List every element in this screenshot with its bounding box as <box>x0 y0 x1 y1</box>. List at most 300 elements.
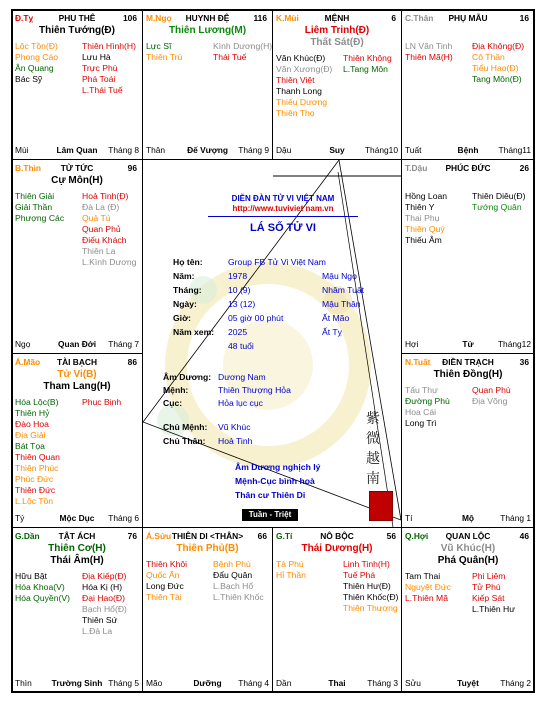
tuan-triet-badge: Tuần - Triệt <box>242 509 298 521</box>
palace-header <box>405 13 531 25</box>
right-stars <box>343 53 392 75</box>
main-star: Thiên Lương(M) <box>168 25 247 36</box>
palace-stem-branch: G.Tí <box>276 531 293 541</box>
palace-stem-branch: Á.Sửu <box>146 531 172 541</box>
star: Tuế Phá <box>343 570 376 580</box>
star: Kiếp Sát <box>472 593 505 603</box>
main-star: Vũ Khúc(H) <box>440 543 496 554</box>
star: Điếu Khách <box>82 235 127 245</box>
star: Thiên Việt <box>276 75 315 85</box>
left-stars <box>405 385 450 429</box>
main-star: Thái Dương(H) <box>301 543 373 554</box>
star: Hóa Quyền(V) <box>15 593 70 603</box>
info-row <box>163 385 291 395</box>
info-key: Chủ Thân: <box>163 436 206 446</box>
palace-footer <box>146 678 269 689</box>
palace-month: Tháng11 <box>498 145 531 155</box>
palace-branch-label: Dậu <box>276 145 292 155</box>
palace-header <box>15 13 139 25</box>
palace-age-number: 86 <box>127 357 137 367</box>
star: Thiên Quý <box>405 224 445 234</box>
palace-mui <box>272 9 402 160</box>
left-stars <box>15 571 70 604</box>
star: Trực Phù <box>82 63 118 73</box>
star: Thiên Hư(Đ) <box>343 581 391 591</box>
notes-block <box>235 460 385 502</box>
palace-footer <box>146 145 269 156</box>
main-star: Liêm Trinh(Đ) <box>304 25 370 36</box>
info-key: Mệnh: <box>163 385 189 395</box>
palace-header <box>276 13 398 25</box>
palace-age-number: 76 <box>127 531 137 541</box>
palace-life-stage: Tử <box>462 339 474 349</box>
left-stars <box>15 41 58 85</box>
palace-age-number: 56 <box>386 531 396 541</box>
palace-stem-branch: Q.Hợi <box>405 531 429 541</box>
palace-month: Tháng 4 <box>238 678 269 688</box>
star: Địa Võng <box>472 396 508 406</box>
palace-life-stage: Suy <box>329 145 345 155</box>
main-stars <box>12 369 142 393</box>
palace-footer <box>276 145 398 156</box>
right-stars <box>472 571 515 615</box>
info-value: Dương Nam <box>218 372 266 382</box>
palace-branch-label: Tuất <box>405 145 422 155</box>
star: Quả Tú <box>82 213 111 223</box>
info-row <box>173 271 357 281</box>
palace-life-stage: Trường Sinh <box>51 678 103 688</box>
info-value: Group FB Tử Vi Việt Nam <box>228 257 326 267</box>
star: Tử Phù <box>472 582 501 592</box>
info-value: 05 giờ 00 phút <box>228 313 284 323</box>
info-value: Hoả Tinh <box>218 436 253 446</box>
left-stars <box>15 191 64 224</box>
palace-branch-label: Thìn <box>15 678 32 688</box>
star: Tam Thai <box>405 571 441 581</box>
main-stars <box>402 369 534 381</box>
palace-dan <box>11 527 143 693</box>
palace-life-stage: Bệnh <box>457 145 479 155</box>
star: Hóa Khoa(V) <box>15 582 65 592</box>
star: Thiên Diêu(Đ) <box>472 191 526 201</box>
right-stars <box>82 41 136 96</box>
star: Hỉ Thần <box>276 570 306 580</box>
palace-footer <box>405 678 531 689</box>
palace-age-number: 116 <box>253 13 267 23</box>
palace-month: Tháng 2 <box>500 678 531 688</box>
main-star: Thất Sát(Đ) <box>310 37 364 48</box>
info-value: 1978 <box>228 271 248 281</box>
star: Thiên Khôi <box>146 559 188 569</box>
palace-age-number: 96 <box>127 163 137 173</box>
info-value: Vũ Khúc <box>218 422 251 432</box>
palace-footer <box>276 678 398 689</box>
left-stars <box>405 41 453 63</box>
palace-life-stage: Dưỡng <box>193 678 222 688</box>
info-value-lunar: Mậu Ngọ <box>322 271 357 281</box>
main-stars <box>273 543 401 555</box>
star: Hồng Loan <box>405 191 448 201</box>
red-seal <box>369 491 393 521</box>
palace-thin <box>11 159 143 354</box>
palace-name: PHÚC ĐỨC <box>445 163 491 173</box>
main-stars <box>273 25 401 49</box>
star: Lộc Tồn(Đ) <box>15 41 58 51</box>
main-stars <box>12 175 142 187</box>
star: Thiên La <box>82 246 116 256</box>
palace-age-number: 16 <box>519 13 529 23</box>
star: Bạch Hổ(Đ) <box>82 604 127 614</box>
star: Thái Tuế <box>213 52 247 62</box>
right-stars <box>213 41 272 63</box>
left-stars <box>276 559 306 581</box>
star: Bác Sỹ <box>15 74 43 84</box>
palace-life-stage: Tuyệt <box>457 678 479 688</box>
seal-character: 微 <box>366 431 380 447</box>
palace-footer <box>405 145 531 156</box>
palace-age-number: 26 <box>519 163 529 173</box>
star: Văn Khúc(Đ) <box>276 53 326 63</box>
info-row <box>173 327 342 337</box>
info-value: 13 (12) <box>228 299 256 309</box>
main-star: Thiên Đồng(H) <box>433 369 503 380</box>
info-value: 48 tuổi <box>228 341 254 351</box>
palace-ti <box>272 527 402 693</box>
star: Long Đức <box>146 581 184 591</box>
info-row <box>163 398 263 408</box>
main-stars <box>402 543 534 567</box>
star: Đào Hoa <box>15 419 49 429</box>
info-value: Thiên Thượng Hỏa <box>218 385 291 395</box>
star: Tấu Thư <box>405 385 438 395</box>
star: Thiên Quan <box>15 452 60 462</box>
star: Long Trì <box>405 418 437 428</box>
star: L.Đà La <box>82 626 113 636</box>
star: Thiên Không <box>343 53 392 63</box>
palace-life-stage: Thai <box>328 678 346 688</box>
star: Cô Thần <box>472 52 505 62</box>
star: Phục Binh <box>82 397 122 407</box>
palace-name: TỬ TỨC <box>60 163 94 173</box>
info-block-2 <box>143 372 401 412</box>
star: Thanh Long <box>276 86 322 96</box>
star: Thiên Y <box>405 202 435 212</box>
star: Phượng Các <box>15 213 65 223</box>
seal-character: 越 <box>366 451 380 467</box>
palace-branch-label: Hợi <box>405 339 419 349</box>
palace-age-number: 36 <box>519 357 529 367</box>
star: Tang Môn(Đ) <box>472 74 522 84</box>
palace-life-stage: Quan Đới <box>57 339 97 349</box>
palace-branch-label: Thân <box>146 145 166 155</box>
info-value-lunar: Mậu Thân <box>322 299 361 309</box>
chart-note: Âm Dương nghịch lý <box>235 462 321 472</box>
palace-name: QUAN LỘC <box>445 531 491 541</box>
palace-month: Tháng12 <box>497 339 531 349</box>
star: L.Thái Tuế <box>82 85 123 95</box>
star: Giải Thần <box>15 202 53 212</box>
palace-life-stage: Đế Vượng <box>187 145 228 155</box>
left-stars <box>15 397 60 507</box>
right-stars <box>213 559 264 603</box>
info-key: Năm xem: <box>173 327 215 337</box>
right-stars <box>472 41 524 85</box>
star: Phúc Đức <box>15 474 54 484</box>
star: L.Lộc Tồn <box>15 496 54 506</box>
palace-header <box>146 13 269 25</box>
main-star: Phá Quân(H) <box>437 555 499 566</box>
left-stars <box>146 559 187 603</box>
palace-footer <box>405 513 531 524</box>
star: Tiểu Hao(Đ) <box>472 63 519 73</box>
palace-header <box>405 531 531 543</box>
left-stars <box>146 41 182 63</box>
palace-month: Tháng10 <box>364 145 398 155</box>
palace-header <box>276 531 398 543</box>
info-value-lunar: Nhâm Tuất <box>322 285 365 295</box>
star: Đẩu Quân <box>213 570 253 580</box>
info-key: Giờ: <box>173 313 192 323</box>
star: Bát Tọa <box>15 441 45 451</box>
info-value: 2025 <box>228 327 248 337</box>
star: Lực Sĩ <box>146 41 172 51</box>
star: Thiên Hình(H) <box>82 41 136 51</box>
palace-footer <box>15 678 139 689</box>
star: Hữu Bật <box>15 571 48 581</box>
palace-mao <box>11 353 143 528</box>
palace-month: Tháng 7 <box>108 339 139 349</box>
info-block <box>143 257 401 357</box>
palace-name: NÔ BỘC <box>320 531 354 541</box>
palace-life-stage: Mộc Dục <box>59 513 95 523</box>
palace-header <box>405 357 531 369</box>
palace-stem-branch: T.Dậu <box>405 163 428 173</box>
info-value: 10 (9) <box>228 285 251 295</box>
main-star: Thiên Tướng(Đ) <box>38 25 115 36</box>
palace-branch-label: Mùi <box>15 145 29 155</box>
star: Bệnh Phù <box>213 559 251 569</box>
palace-age-number: 66 <box>257 531 267 541</box>
palace-stem-branch: N.Tuất <box>405 357 431 367</box>
right-stars <box>82 571 127 637</box>
star: Địa Kiếp(Đ) <box>82 571 127 581</box>
left-stars <box>405 191 447 246</box>
star: Địa Giải <box>15 430 46 440</box>
star: Thai Phụ <box>405 213 440 223</box>
star: L.Tang Môn <box>343 64 388 74</box>
star: Hóa Kị (H) <box>82 582 123 592</box>
chart-note: Thân cư Thiên Di <box>235 490 306 500</box>
url-underline <box>208 216 358 217</box>
info-key: Tháng: <box>173 285 202 295</box>
star: Hoa Cái <box>405 407 437 417</box>
palace-footer <box>15 145 139 156</box>
palace-branch-label: Dần <box>276 678 292 688</box>
info-key: Ngày: <box>173 299 197 309</box>
star: Thiên Hỷ <box>15 408 50 418</box>
star: Phi Liêm <box>472 571 506 581</box>
palace-hoi <box>401 527 535 693</box>
palace-branch-label: Tí <box>405 513 413 523</box>
palace-footer <box>405 339 531 350</box>
star: Thiên Đức <box>15 485 56 495</box>
left-stars <box>405 571 451 604</box>
palace-header <box>146 531 269 543</box>
main-stars <box>143 543 272 555</box>
info-value-lunar: Ất Tỵ <box>322 327 342 337</box>
palace-header <box>15 357 139 369</box>
main-star: Tử Vi(B) <box>57 369 97 380</box>
palace-name: TÀI BẠCH <box>56 357 97 367</box>
star: Quan Phủ <box>82 224 121 234</box>
main-stars <box>12 543 142 567</box>
info-key: Âm Dương: <box>163 372 212 382</box>
info-key: Chủ Mệnh: <box>163 422 208 432</box>
palace-branch-label: Sửu <box>405 678 421 688</box>
info-row <box>163 372 266 382</box>
palace-branch-label: Ngọ <box>15 339 31 349</box>
palace-dau <box>401 159 535 354</box>
palace-name: THIÊN DI <THÂN> <box>171 531 244 541</box>
star: Thiên Giải <box>15 191 55 201</box>
right-stars <box>343 559 398 614</box>
palace-name: MỆNH <box>324 13 350 23</box>
center-panel <box>142 159 402 528</box>
main-star: Thiên Cơ(H) <box>48 543 106 554</box>
star: Địa Không(Đ) <box>472 41 525 51</box>
chart-note: Mệnh-Cục bình hoà <box>235 476 315 486</box>
info-value: Hỏa lục cục <box>218 398 263 408</box>
palace-month: Tháng 3 <box>367 678 398 688</box>
main-stars <box>12 25 142 37</box>
main-star: Cự Môn(H) <box>51 175 103 186</box>
star: Thiên Trù <box>146 52 183 62</box>
star: Thiên Khốc(Đ) <box>343 592 399 602</box>
forum-url[interactable]: http://www.tuviviet nam.vn <box>232 204 334 213</box>
star: LN Văn Tinh <box>405 41 453 51</box>
palace-name: HUYNH ĐỆ <box>185 13 230 23</box>
star: L.Thiên Khốc <box>213 592 264 602</box>
palace-stem-branch: K.Mùi <box>276 13 299 23</box>
main-star: Tham Lang(H) <box>43 381 111 392</box>
palace-than <box>401 9 535 160</box>
seal-character: 南 <box>366 471 380 487</box>
info-row <box>173 341 254 351</box>
palace-ngo <box>142 9 273 160</box>
main-star: Thái Âm(H) <box>50 555 104 566</box>
palace-age-number: 106 <box>123 13 137 23</box>
star: Thiên Tài <box>146 592 182 602</box>
palace-branch-label: Mão <box>146 678 163 688</box>
star: Thiên Mã(H) <box>405 52 453 62</box>
left-stars <box>276 53 332 119</box>
palace-tuat <box>401 353 535 528</box>
right-stars <box>472 385 511 407</box>
palace-month: Tháng 1 <box>500 513 531 523</box>
star: L.Thiên Hư <box>472 604 516 614</box>
star: Thiên Phúc <box>15 463 59 473</box>
star: Tả Phù <box>276 559 304 569</box>
right-stars <box>82 191 136 268</box>
palace-age-number: 46 <box>519 531 529 541</box>
palace-name: ĐIỀN TRẠCH <box>442 357 494 367</box>
star: Hóa Lộc(B) <box>15 397 59 407</box>
star: Thiên Sứ <box>82 615 118 625</box>
palace-month: Tháng 9 <box>238 145 269 155</box>
star: Quan Phù <box>472 385 511 395</box>
info-row <box>173 285 365 295</box>
info-key: Họ tên: <box>173 257 203 267</box>
info-row <box>163 436 252 446</box>
star: L.Thiên Mã <box>405 593 448 603</box>
seal-character: 紫 <box>366 411 380 427</box>
palace-month: Tháng 8 <box>108 145 139 155</box>
star: Hoả Tinh(Đ) <box>82 191 129 201</box>
star: Ân Quang <box>15 63 54 73</box>
star: Đại Hao(Đ) <box>82 593 125 603</box>
info-row <box>173 313 350 323</box>
palace-stem-branch: Á.Mão <box>15 357 41 367</box>
palace-name: TẬT ÁCH <box>58 531 96 541</box>
palace-stem-branch: Đ.Tỵ <box>15 13 34 23</box>
palace-life-stage: Mộ <box>461 513 475 523</box>
info-row <box>173 257 326 267</box>
main-stars <box>143 25 272 37</box>
palace-ty <box>11 9 143 160</box>
palace-header <box>405 163 531 175</box>
palace-stem-branch: M.Ngọ <box>146 13 172 23</box>
star: Tướng Quân <box>472 202 522 212</box>
palace-month: Tháng 5 <box>108 678 139 688</box>
star: L.Bạch Hổ <box>213 581 254 591</box>
star: Kình Dương(H) <box>213 41 273 51</box>
star: L.Kình Dương <box>82 257 137 267</box>
palace-header <box>15 531 139 543</box>
star: Lưu Hà <box>82 52 111 62</box>
star: Quốc Ấn <box>146 570 180 580</box>
info-row <box>173 299 361 309</box>
star: Đà La (Đ) <box>82 202 120 212</box>
forum-name: DIỄN ĐÀN TỬ VI VIỆT NAM <box>231 194 335 203</box>
palace-age-number: 6 <box>391 13 396 23</box>
star: Nguyệt Đức <box>405 582 451 592</box>
info-key: Năm: <box>173 271 195 281</box>
star: Thiên Thọ <box>276 108 315 118</box>
info-value-lunar: Ất Mão <box>322 313 350 323</box>
star: Phong Cáo <box>15 52 59 62</box>
right-stars <box>472 191 526 213</box>
palace-month: Tháng 6 <box>108 513 139 523</box>
palace-name: PHỤ MẪU <box>448 13 488 23</box>
palace-stem-branch: B.Thìn <box>15 163 42 173</box>
palace-footer <box>15 339 139 350</box>
info-block-3 <box>143 422 401 452</box>
palace-stem-branch: G.Dần <box>15 531 40 541</box>
star: Thiên Thương <box>343 603 398 613</box>
star: Linh Tinh(H) <box>343 559 390 569</box>
info-key: Cục: <box>163 398 183 408</box>
palace-stem-branch: C.Thân <box>405 13 434 23</box>
chart-title: LÁ SỐ TỬ VI <box>250 222 316 234</box>
palace-header <box>15 163 139 175</box>
star: Thiếu Dương <box>276 97 328 107</box>
right-stars <box>82 397 121 408</box>
star: Văn Xương(Đ) <box>276 64 333 74</box>
main-star: Thiên Phủ(B) <box>176 543 239 554</box>
star: Phá Toái <box>82 74 116 84</box>
palace-name: PHU THÊ <box>58 13 96 23</box>
star: Đường Phù <box>405 396 450 406</box>
